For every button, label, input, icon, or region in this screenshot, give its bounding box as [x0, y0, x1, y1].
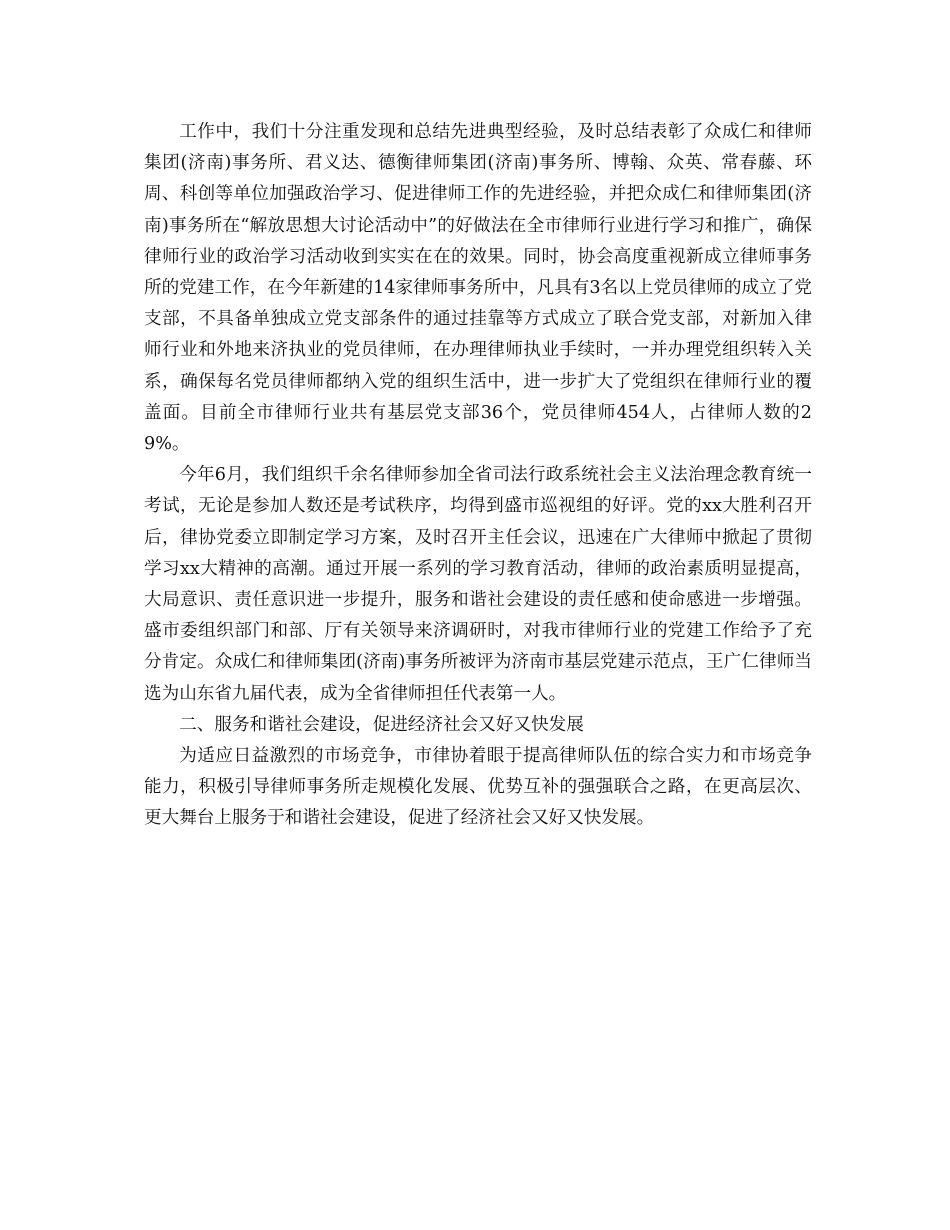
body-paragraph-education-exam: 今年6月，我们组织千余名律师参加全省司法行政系统社会主义法治理念教育统一考试，无论是参加人数还是考试秩序，均得到盛市巡视组的好评。党的xx大胜利召开后，律协党委立即制定学习方案，及时召开主任会议，迅速在广大律师中掀起了贯彻学习xx大精神的高潮。通过开展一系列的学习教育活动，律师的政治素质明显提高，大局意识、责任意识进一步提升，服务和谐社会建设的责任感和使命感进一步增强。盛市委组织部门和部、厅有关领导来济调研时，对我市律师行业的党建工作给予了充分肯定。众成仁和律师集团(济南)事务所被评为济南市基层党建示范点，王广仁律师当选为山东省九届代表，成为全省律师担任代表第一人。	[144, 465, 812, 704]
section-heading: 二、服务和谐社会建设，促进经济社会又好又快发展	[179, 714, 584, 735]
body-paragraph-party-building: 工作中，我们十分注重发现和总结先进典型经验，及时总结表彰了众成仁和律师集团(济南)事务所、君义达、德衡律师集团(济南)事务所、博翰、众英、常春藤、环周、科创等单位加强政治学习、促进律师工作的先进经验，并把众成仁和律师集团(济南)事务所在“解放思想大讨论活动中”的好做法在全市律师行业进行学习和推广，确保律师行业的政治学习活动收到实实在在的效果。同时，协会高度重视新成立律师事务所的党建工作，在今年新建的14家律师事务所中，凡具有3名以上党员律师的成立了党支部，不具备单独成立党支部条件的通过挂靠等方式成立了联合党支部，对新加入律师行业和外地来济执业的党员律师，在办理律师执业手续时，一并办理党组织转入关系，确保每名党员律师都纳入党的组织生活中，进一步扩大了党组织在律师行业的覆盖面。目前全市律师行业共有基层党支部36个，党员律师454人，占律师人数的29%。	[144, 122, 812, 455]
body-paragraph-market-competition: 为适应日益激烈的市场竞争，市律协着眼于提高律师队伍的综合实力和市场竞争能力，积极引导律师事务所走规模化发展、优势互补的强强联合之路，在更高层次、更大舞台上服务于和谐社会建设，促进了经济社会又好又快发展。	[144, 746, 812, 829]
document-page	[144, 117, 812, 835]
